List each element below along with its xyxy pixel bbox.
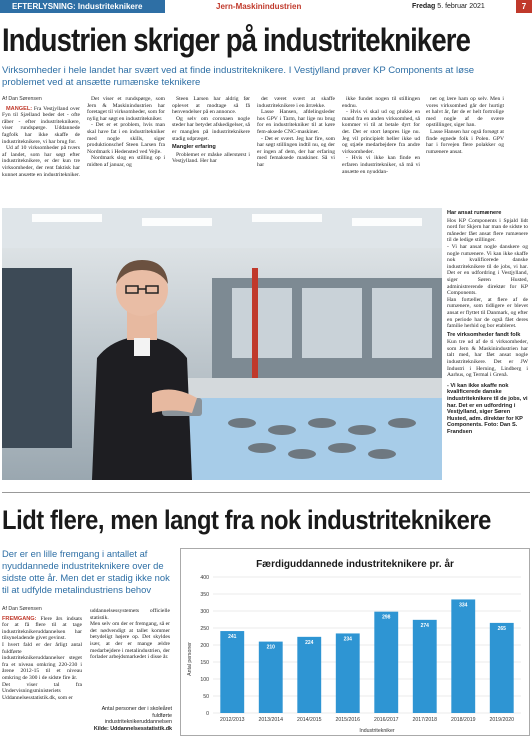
factory-photo-illustration xyxy=(2,208,442,480)
article1-paragraph: Steen Larsen har aldrig før oplevet at modtage så få henvendelser på en annonce. xyxy=(172,96,250,116)
photo-caption: - Vi kan ikke skaffe nok kvalificerede danske industriteknikere til de jobs, vi har. Det er en udfordring i Vestjylland, siger Søren Husted, adm. direktør for KP Components. Foto: Dan S. Frandsen xyxy=(447,382,528,435)
chart-y-axis-label: Antal personer xyxy=(187,642,193,676)
chart-y-tick-label: 150 xyxy=(200,660,209,666)
issue-date-rest: 5. februar 2021 xyxy=(437,3,485,10)
article1-paragraph xyxy=(2,106,80,146)
chart-x-tick-label: 2017/2018 xyxy=(412,717,438,723)
article1-body xyxy=(2,96,530,208)
article-divider xyxy=(2,492,530,493)
article1-column-1 xyxy=(2,96,80,208)
newspaper-name: Jern-Maskinindustrien xyxy=(216,2,302,11)
graduates-bar-chart xyxy=(180,548,530,736)
chart-bar xyxy=(297,637,321,713)
article2-column-2 xyxy=(90,608,170,678)
issue-day: Fredag xyxy=(412,3,436,10)
article1-paragraph: - Vi har ansat nogle danskere og nogle rumænere. Vi kan ikke skaffe nok kvalificerede danske industriteknikere til de jobs, vi har. Det er en udfordring i Vestjylland, siger Søren Husted, administrerende direktør for KP Components. xyxy=(447,243,528,297)
chart-bar xyxy=(259,642,283,713)
page-header-bar xyxy=(0,0,532,13)
article2-paragraph: uddannelsessystemets officielle statistik. xyxy=(90,608,170,621)
article1-paragraph: Problemet er måske allerstørst i Vestjylland. Her har xyxy=(172,151,250,165)
chart-bar xyxy=(490,623,514,713)
article1-paragraph: Det viser et rundspørge, som Jern & Maskinindustrien har foretaget til virksomheder, som for nylig har søgt en industritekniker. xyxy=(87,96,165,122)
article1-paragraph: det været svært at skaffe industriteknikere i en årrække. xyxy=(257,96,335,109)
chart-bar xyxy=(336,633,360,713)
chart-y-tick-label: 0 xyxy=(206,711,209,717)
chart-note-line: fuldførte industriteknikeruddannelsen xyxy=(104,712,172,726)
article1-column-7 xyxy=(447,208,528,490)
factory-photo xyxy=(2,208,442,480)
chart-data-label: 334 xyxy=(459,602,468,609)
article1-paragraph: Nordmark slog en stilling op i midten af januar, og xyxy=(87,155,165,168)
chart-x-tick-label: 2013/2014 xyxy=(258,717,284,723)
chart-x-tick-label: 2016/2017 xyxy=(373,717,399,723)
article1-text: Fra Vestjylland over Fyn til Sjælland beder det - ofte råber - efter industriteknikere, viser rundspørge. Uddannede fagfolk har ikke skaffe de industriteknikere, vi har brug for. xyxy=(2,105,80,145)
article1-paragraph: Lasse Hansen har også forsøgt at finde egnede folk i Polen. GPV har i forvejen flere polakker og rumænere ansat. xyxy=(426,128,504,155)
article2-column-1 xyxy=(2,606,82,736)
chart-x-tick-label: 2019/2020 xyxy=(489,717,515,723)
chart-note-line: Antal personer der i skoleåret xyxy=(101,706,172,712)
chart-y-tick-label: 50 xyxy=(203,694,209,700)
chart-data-label: 265 xyxy=(497,625,506,632)
article1-subheading: Mangler erfaring xyxy=(172,144,216,151)
article2-paragraph xyxy=(2,616,82,642)
chart-bar xyxy=(374,612,398,713)
article2-byline: Af Dan Sørensen xyxy=(2,606,42,612)
chart-x-tick-label: 2015/2016 xyxy=(335,717,361,723)
article1-paragraph: Han fortæller, at flere af de rumænere, som tidligere er blevet ansat er flyttet til Danmark, og efter en periode har de også fået deres familie herhid og bor etableret. xyxy=(447,296,528,330)
chart-data-label: 274 xyxy=(420,622,429,629)
article1-paragraph: Hos KP Components i Spjald lidt nord for Skjern har man de sidste to måneder fået ansat flere rumænere til de ledige stillinger. xyxy=(447,217,528,244)
article1-column-6 xyxy=(426,96,504,208)
chart-note xyxy=(90,706,172,732)
chart-data-label: 224 xyxy=(305,639,314,646)
article2-paragraph: I hvert fald er der årligt antal fuldførte industriteknikeruddannelser steget fra et niveau omkring 220-230 i årene 2012-15 til et niveau omkring de 300 i de sidste fire år. xyxy=(2,641,82,681)
article1-kicker: MANGEL: xyxy=(6,105,33,112)
article1-column-4 xyxy=(257,96,335,208)
article1-paragraph: Ud af 10 virksomheder på tværs af landet, som har søgt efter industriteknikere, er der kun tre virksomheder, der rent faktisk har kunnet ansætte en industritekniker. xyxy=(2,145,80,178)
chart-data-label: 210 xyxy=(266,644,275,651)
chart-x-tick-label: 2012/2013 xyxy=(219,717,245,723)
chart-y-tick-label: 100 xyxy=(200,677,209,683)
chart-svg xyxy=(181,549,529,735)
article1-paragraph: Lasse Hansen, afdelingsleder hos GPV i Tarm, har lige nu brug for en industritekniker til at køre fem-aksede CNC-maskiner. xyxy=(257,109,335,135)
chart-data-label: 298 xyxy=(382,614,391,621)
chart-bar xyxy=(413,620,437,713)
article1-column-3 xyxy=(172,96,250,208)
chart-x-axis-label: Industritekniker xyxy=(359,728,395,734)
article1-paragraph: ikke fundet nogen til stillingen endnu. xyxy=(342,96,420,109)
article2-paragraph: Det viser tal fra Undervisningsministeriets Uddannelsesstatistik.dk, som er xyxy=(2,681,82,701)
article1-paragraph: Kun tre ud af de ti virksomheder, som Jern & Maskinindustrien har talt med, har fået ansat nogle industriteknikere. Det er JW Industri i Herning, Lindberg i Aarhus, og Termal i Grenå. xyxy=(447,339,528,379)
issue-date xyxy=(412,0,485,13)
article1-subheading: Tre virksomheder fandt folk xyxy=(447,331,521,338)
article1-paragraph: net og lære ham op selv. Men i vores virksomhed går der hurtigt et halvt år, før de er helt fortrolige med nogle af de svære opstillinger, siger han. xyxy=(426,96,504,129)
chart-bar xyxy=(451,599,475,713)
chart-y-tick-label: 200 xyxy=(200,643,209,649)
page-number: 7 xyxy=(516,0,532,13)
article1-lead: Virksomheder i hele landet har svært ved at finde industriteknikere. I Vestjylland prøver KP Components at løse problemet ved at ansætte rumænske teknikere xyxy=(2,65,475,88)
article1-paragraph: - Det er et problem, hvis man skal have fat i en industritekniker med nogle skills, siger produktionschef Steen Larsen fra Nordmark i Hedensted ved Vejle. xyxy=(87,122,165,155)
article2-text: Flere års indsats for at få flere til at tage industriteknikeruddannelsen har tilsyneladende givet gevinst. xyxy=(2,615,82,642)
article1-paragraph: - Hvis vi skal ud og plukke en mand fra en anden virksomhed, så kommer vi til at betale dyrt for det. Det er stort lønpres lige nu. Jeg vil principielt heller ikke ud og stjæle medarbejdere fra andre virksomheder. xyxy=(342,109,420,155)
chart-y-tick-label: 400 xyxy=(200,575,209,581)
chart-source: Kilde: Uddannelsesstatistik.dk xyxy=(93,725,172,732)
article1-paragraph: - Hvis vi ikke kan finde en erfaren industritekniker, så må vi ansætte en nyuddan- xyxy=(342,155,420,175)
article1-column-5 xyxy=(342,96,420,208)
article1-byline: Af Dan Sørensen xyxy=(2,96,42,102)
chart-x-tick-label: 2018/2019 xyxy=(450,717,476,723)
article2-kicker: FREMGANG: xyxy=(2,615,37,622)
chart-y-tick-label: 300 xyxy=(200,609,209,615)
chart-data-label: 234 xyxy=(343,636,352,643)
chart-title: Færdiguddannede industriteknikere pr. år xyxy=(256,559,454,570)
article1-headline: Industrien skriger på industriteknikere xyxy=(2,22,471,58)
article1-paragraph: - Det er svært. Jeg har fire, som har søgt stillingen indtil nu, og der er ingen af dem, der har erfaring med femaksede maskiner. Så vi har xyxy=(257,135,335,168)
section-label: EFTERLYSNING: Industriteknikere xyxy=(0,0,165,13)
article1-column-2 xyxy=(87,96,165,208)
article1-subheading: Har ansat rumænere xyxy=(447,210,502,216)
article2-lead: Der er en lille fremgang i antallet af nyuddannede industriteknikere over de sidste otte år. Men det er stadig ikke nok til at udfylde metalindustriens behov xyxy=(2,548,170,595)
article2-paragraph: Men selv om der er fremgang, så er det nødvendigt at tallet kommer betydeligt højere op. Det skyldes især, at der er mange ældre medarbejdere i metalindustrien, der forlader arbejdsmarkedet i disse år. xyxy=(90,621,170,661)
chart-x-tick-label: 2014/2015 xyxy=(296,717,322,723)
chart-data-label: 241 xyxy=(228,634,237,641)
chart-y-tick-label: 350 xyxy=(200,592,209,598)
chart-bar xyxy=(220,631,244,713)
article1-paragraph: Og selv om coronaen nogle steder har betydet afskedigelser, så er manglen på industriteknikere stadig udpræget. xyxy=(172,115,250,142)
chart-y-tick-label: 250 xyxy=(200,626,209,632)
article2-headline: Lidt flere, men langt fra nok industriteknikere xyxy=(2,505,491,535)
